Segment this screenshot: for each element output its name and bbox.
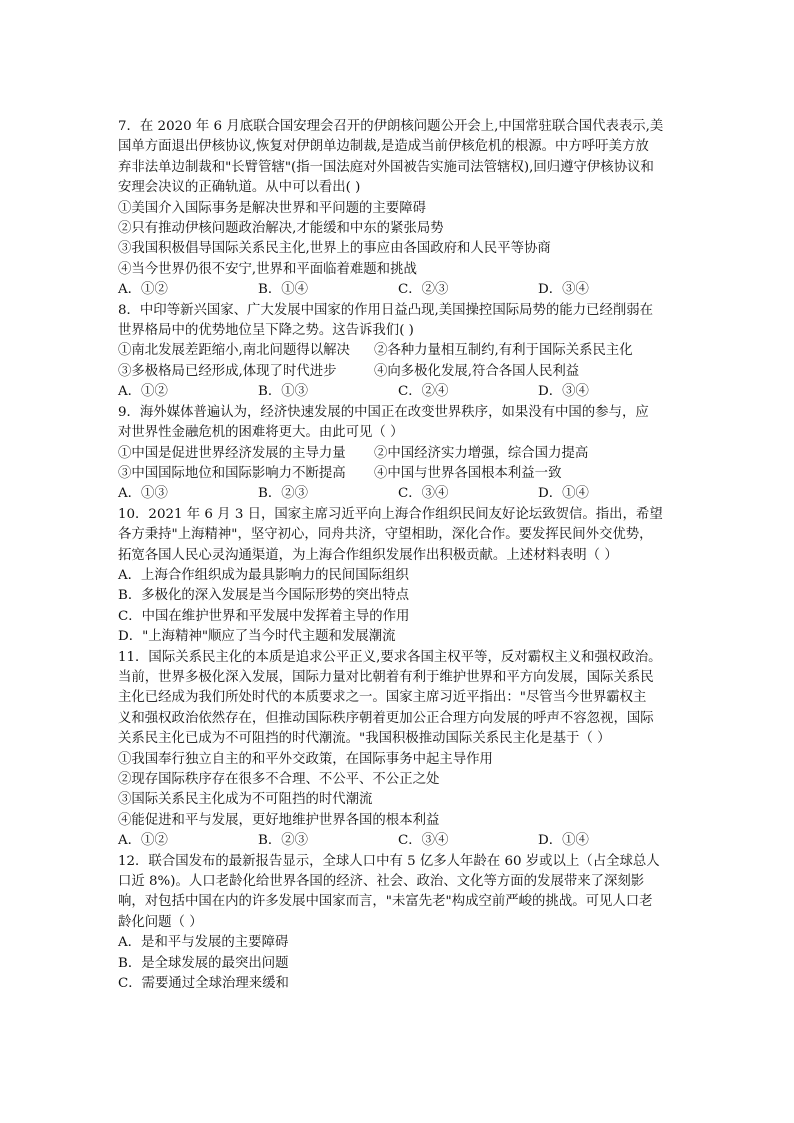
question-7-item: ④当今世界仍很不安宁,世界和平面临着难题和挑战: [118, 261, 417, 277]
question-7-stem-line: 安理会决议的正确轨道。从中可以看出( ): [118, 180, 361, 196]
question-7-item: ①美国介入国际事务是解决世界和平问题的主要障碍: [118, 200, 426, 216]
question-8-item-row: [118, 362, 678, 382]
option-d[interactable]: D．①④: [538, 486, 589, 502]
question-8-item: ①南北发展差距缩小,南北问题得以解决: [118, 343, 350, 359]
question-7-stem-line: 弃非法单边制裁和"长臂管辖"(指一国法庭对外国被告实施司法管辖权),回归遵守伊核协议和: [118, 159, 654, 175]
question-9-stem-line: 对世界性金融危机的困难将更大。由此可见（ ）: [118, 425, 404, 441]
option-d[interactable]: D．③④: [538, 282, 589, 298]
question-9-item: ④中国与世界各国根本利益一致: [374, 465, 562, 481]
option-a[interactable]: A．是和平与发展的主要障碍: [118, 935, 289, 951]
option-b[interactable]: B．①④: [258, 282, 309, 298]
question-10: [118, 505, 678, 648]
question-7-item: ③我国积极倡导国际关系民主化,世界上的事应由各国政府和人民平等协商: [118, 241, 551, 257]
question-7-item: ②只有推动伊核问题政治解决,才能缓和中东的紧张局势: [118, 221, 444, 237]
option-b[interactable]: B．②③: [258, 486, 309, 502]
option-d[interactable]: D．"上海精神"顺应了当今时代主题和发展潮流: [118, 629, 396, 645]
option-a[interactable]: A．①②: [118, 282, 168, 298]
question-11-stem-line: 当前，世界多极化深入发展，国际力量对比朝着有利于维护世界和平方向发展，国际关系民: [118, 669, 654, 685]
option-b[interactable]: B．①③: [258, 384, 309, 400]
option-a[interactable]: A．上海合作组织成为最具影响力的民间国际组织: [118, 567, 409, 583]
option-a[interactable]: A．①②: [118, 833, 168, 849]
question-12-stem-line: 龄化问题（ ）: [118, 914, 203, 930]
question-9-item: ①中国是促进世界经济发展的主导力量: [118, 445, 346, 461]
question-11-item: ②现存国际秩序存在很多不合理、不公平、不公正之处: [118, 772, 440, 787]
question-11-item: ③国际关系民主化成为不可阻挡的时代潮流: [118, 792, 373, 808]
question-8-stem-line: 世界格局中的优势地位呈下降之势。这告诉我们( ): [118, 323, 414, 339]
option-d[interactable]: D．③④: [538, 384, 589, 400]
question-8-item-row: [118, 341, 678, 361]
question-12-stem-line: 响，对包括中国在内的许多发展中国家而言，"未富先老"构成空前严峻的挑战。可见人口老: [118, 894, 653, 910]
question-8: [118, 301, 678, 403]
question-11-stem-line: 义和强权政治依然存在，但推动国际秩序朝着更加公正合理方向发展的呼声不容忽视，国际: [118, 710, 654, 726]
option-c[interactable]: C．②③: [398, 282, 449, 298]
question-11-item: ④能促进和平与发展，更好地维护世界各国的根本利益: [118, 812, 440, 828]
option-a[interactable]: A．①②: [118, 384, 168, 400]
question-8-stem-line: 8．中印等新兴国家、广大发展中国家的作用日益凸现,美国操控国际局势的能力已经削弱在: [118, 302, 654, 318]
question-9-item-row: [118, 464, 678, 484]
option-b[interactable]: B．多极化的深入发展是当今国际形势的突出特点: [118, 588, 410, 604]
option-c[interactable]: C．需要通过全球治理来缓和: [118, 976, 289, 992]
question-10-stem-line: 拓宽各国人民心灵沟通渠道，为上海合作组织发展作出积极贡献。上述材料表明（ ）: [118, 547, 618, 563]
option-a[interactable]: A．①③: [118, 486, 168, 502]
question-9-item: ②中国经济实力增强，综合国力提高: [374, 445, 589, 461]
option-c[interactable]: C．③④: [398, 486, 449, 502]
question-8-item: ③多极格局已经形成,体现了时代进步: [118, 363, 337, 379]
question-9-stem-line: 9．海外媒体普遍认为，经济快速发展的中国正在改变世界秩序，如果没有中国的参与，应: [118, 404, 649, 420]
question-9-item-row: [118, 444, 678, 464]
question-10-stem-line: 10．2021 年 6 月 3 日，国家主席习近平向上海合作组织民间友好论坛致贺信。指出，希望: [118, 506, 663, 522]
option-b[interactable]: B．②③: [258, 833, 309, 849]
question-9: [118, 403, 678, 505]
question-11-stem-line: 主化已经成为我们所处时代的本质要求之一。国家主席习近平指出："尽管当今世界霸权主: [118, 690, 647, 706]
question-7-stem-line: 国单方面退出伊核协议,恢复对伊朗单边制裁,是造成当前伊核危机的根源。中方呼吁美方放: [118, 139, 649, 155]
option-c[interactable]: C．②④: [398, 384, 449, 400]
question-8-options: [118, 382, 678, 402]
question-7-options: [118, 280, 678, 300]
question-12: [118, 852, 678, 995]
question-9-item: ③中国国际地位和国际影响力不断提高: [118, 465, 346, 481]
question-list: [118, 117, 678, 994]
question-8-item: ④向多极化发展,符合各国人民利益: [374, 363, 580, 379]
question-11-stem-line: 11．国际关系民主化的本质是追求公平正义,要求各国主权平等，反对霸权主义和强权政治。: [118, 649, 662, 665]
question-12-stem-line: 12．联合国发布的最新报告显示，全球人口中有 5 亿多人年龄在 60 岁或以上（占全球总人: [118, 853, 660, 869]
question-11-stem-line: 关系民主化已成为不可阻挡的时代潮流。"我国积极推动国际关系民主化是基于（ ）: [118, 731, 611, 747]
question-7: [118, 117, 678, 301]
question-12-stem-line: 口近 8%)。人口老龄化给世界各国的经济、社会、政治、文化等方面的发展带来了深刻影: [118, 874, 645, 890]
question-8-item: ②各种力量相互制约,有利于国际关系民主化: [374, 343, 633, 359]
question-11: [118, 648, 678, 852]
option-b[interactable]: B．是全球发展的最突出问题: [118, 955, 289, 971]
option-d[interactable]: D．①④: [538, 833, 589, 849]
option-c[interactable]: C．中国在维护世界和平发展中发挥着主导的作用: [118, 608, 410, 624]
option-c[interactable]: C．③④: [398, 833, 449, 849]
question-11-options: [118, 831, 678, 851]
question-9-options: [118, 484, 678, 504]
question-7-stem-line: 7．在 2020 年 6 月底联合国安理会召开的伊朗核问题公开会上,中国常驻联合国代表表示,美: [118, 119, 664, 134]
question-10-stem-line: 各方秉持"上海精神"，坚守初心，同舟共济，守望相助，深化合作。要发挥民间外交优势，: [118, 527, 653, 543]
question-11-item: ①我国奉行独立自主的和平外交政策，在国际事务中起主导作用: [118, 751, 493, 767]
